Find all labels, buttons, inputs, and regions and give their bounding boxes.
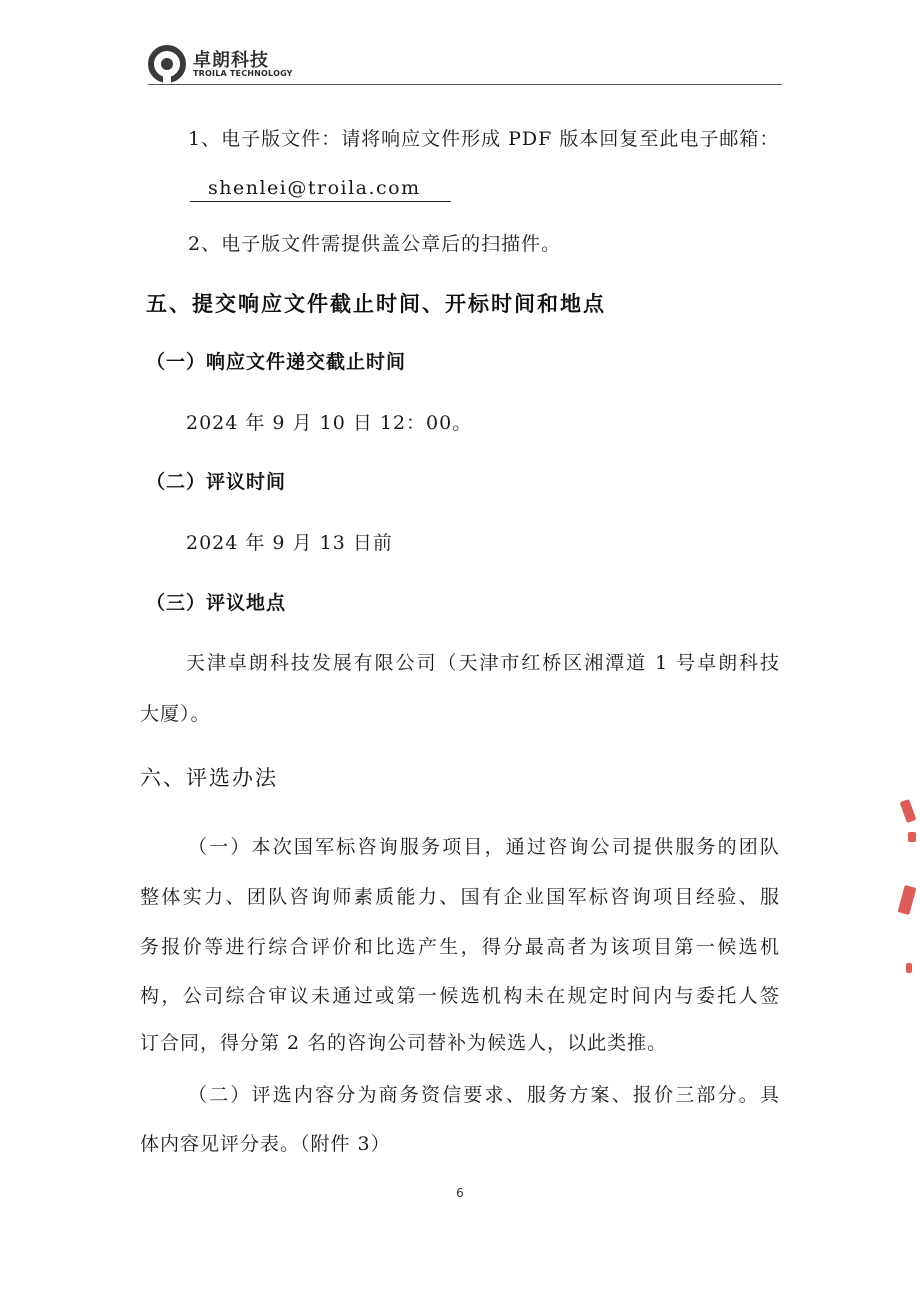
- paragraph-1-line-4: 构，公司综合审议未通过或第一候选机构未在规定时间内与委托人签: [140, 985, 780, 1007]
- subsection-2-heading: （二）评议时间: [146, 471, 287, 493]
- item-1-text: 1、电子版文件：请将响应文件形成 PDF 版本回复至此电子邮箱：: [188, 128, 780, 150]
- paragraph-1-line-5: 订合同，得分第 2 名的咨询公司替补为候选人，以此类推。: [140, 1032, 668, 1054]
- company-name-en: TROILA TECHNOLOGY: [193, 69, 293, 78]
- location-line-1: 天津卓朗科技发展有限公司（天津市红桥区湘潭道 1 号卓朗科技: [186, 652, 780, 674]
- company-name-cn: 卓朗科技: [193, 50, 269, 71]
- page-header: [0, 0, 920, 90]
- subsection-1-heading: （一）响应文件递交截止时间: [146, 351, 407, 373]
- paragraph-1-line-3: 务报价等进行综合评价和比选产生，得分最高者为该项目第一候选机: [140, 936, 780, 958]
- paragraph-2-line-2: 体内容见评分表。（附件 3）: [140, 1133, 391, 1155]
- section-5-heading: 五、提交响应文件截止时间、开标时间和地点: [146, 292, 606, 316]
- item-2-text: 2、电子版文件需提供盖公章后的扫描件。: [188, 233, 562, 255]
- email-address: shenlei@troila.com: [190, 177, 451, 202]
- subsection-3-heading: （三）评议地点: [146, 592, 287, 614]
- paragraph-1-line-2: 整体实力、团队咨询师素质能力、国有企业国军标咨询项目经验、服: [140, 886, 780, 908]
- paragraph-1-line-1: （一）本次国军标咨询服务项目，通过咨询公司提供服务的团队: [188, 836, 780, 858]
- location-line-2: 大厦）。: [140, 703, 211, 725]
- deadline-value: 2024 年 9 月 10 日 12：00。: [186, 412, 473, 434]
- header-divider: [148, 84, 782, 85]
- troila-logo-icon: [148, 45, 186, 83]
- paragraph-2-line-1: （二）评选内容分为商务资信要求、服务方案、报价三部分。具: [188, 1084, 780, 1106]
- review-time-value: 2024 年 9 月 13 日前: [186, 532, 393, 554]
- page-number: 6: [456, 1186, 464, 1200]
- section-6-heading: 六、评选办法: [140, 766, 278, 790]
- email-line: [190, 177, 451, 199]
